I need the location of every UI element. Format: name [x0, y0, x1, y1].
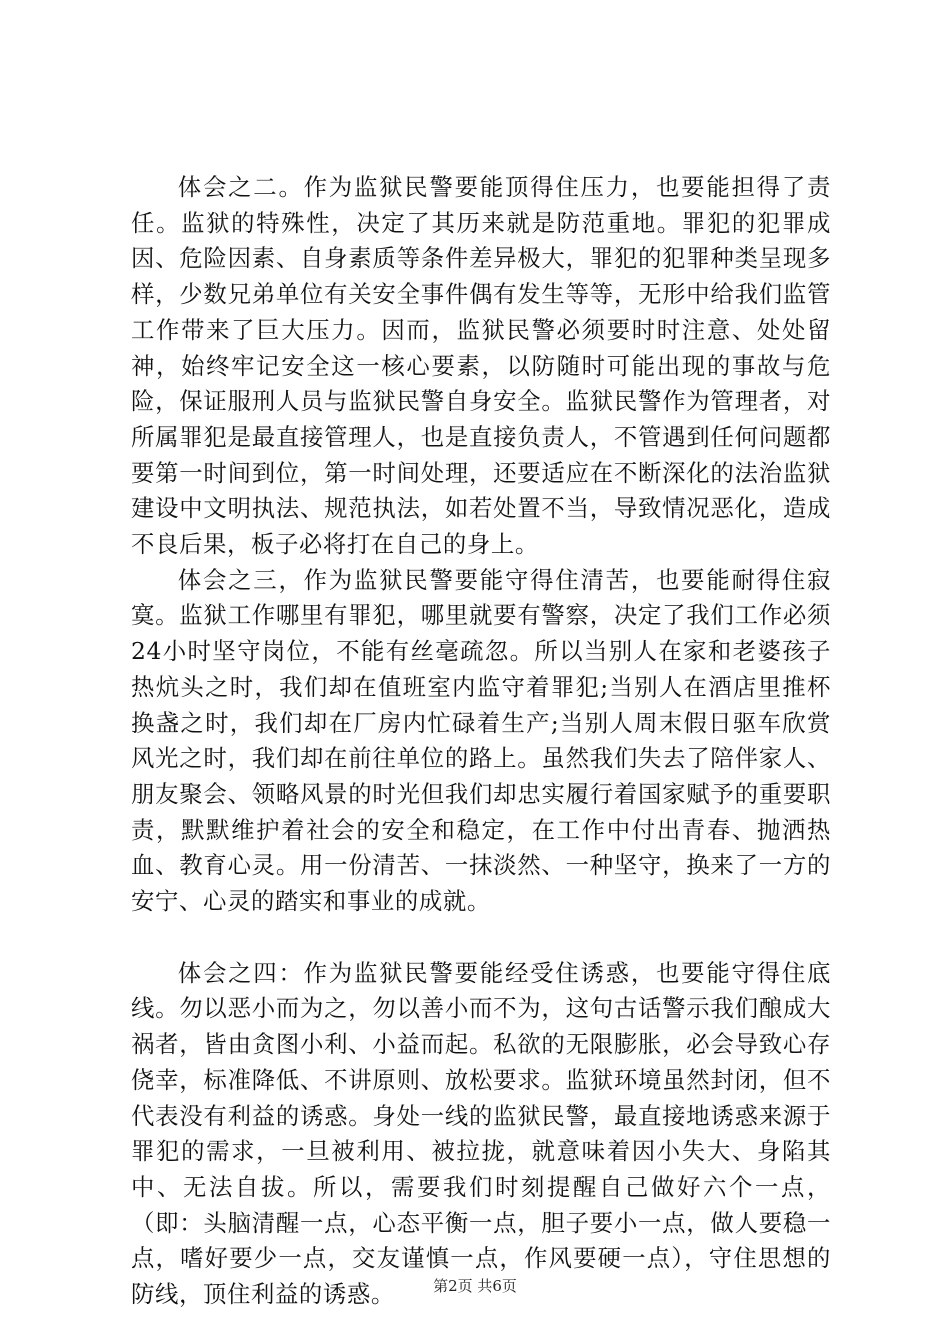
document-body	[131, 170, 831, 1313]
page-number-footer: 第2页 共6页	[433, 1277, 517, 1295]
paragraph-experience-four: 体会之四：作为监狱民警要能经受住诱惑，也要能守得住底线。勿以恶小而为之，勿以善小而不为，这句古话警示我们酿成大祸者，皆由贪图小利、小益而起。私欲的无限膨胀，必会导致心存侥幸，标准降低、不讲原则、放松要求。监狱环境虽然封闭，但不代表没有利益的诱惑。身处一线的监狱民警，最直接地诱惑来源于罪犯的需求，一旦被利用、被拉拢，就意味着因小失大、身陷其中、无法自拔。所以，需要我们时刻提醒自己做好六个一点，（即：头脑清醒一点，心态平衡一点，胆子要小一点，做人要稳一点，嗜好要少一点，交友谨慎一点，作风要硬一点），守住思想的防线，顶住利益的诱惑。	[131, 958, 831, 1309]
paragraph-spacer	[131, 920, 831, 956]
paragraph-experience-three: 体会之三，作为监狱民警要能守得住清苦，也要能耐得住寂寞。监狱工作哪里有罪犯，哪里就要有警察，决定了我们工作必须24小时坚守岗位，不能有丝毫疏忽。所以当别人在家和老婆孩子热炕头之时，我们却在值班室内监守着罪犯;当别人在酒店里推杯换盏之时，我们却在厂房内忙碌着生产;当别人周末假日驱车欣赏风光之时，我们却在前往单位的路上。虽然我们失去了陪伴家人、朋友聚会、领略风景的时光但我们却忠实履行着国家赋予的重要职责，默默维护着社会的安全和稳定，在工作中付出青春、抛洒热血、教育心灵。用一份清苦、一抹淡然、一种坚守，换来了一方的安宁、心灵的踏实和事业的成就。	[131, 565, 831, 916]
paragraph-experience-two: 体会之二。作为监狱民警要能顶得住压力，也要能担得了责任。监狱的特殊性，决定了其历来就是防范重地。罪犯的犯罪成因、危险因素、自身素质等条件差异极大，罪犯的犯罪种类呈现多样，少数兄弟单位有关安全事件偶有发生等等，无形中给我们监管工作带来了巨大压力。因而，监狱民警必须要时时注意、处处留神，始终牢记安全这一核心要素，以防随时可能出现的事故与危险，保证服刑人员与监狱民警自身安全。监狱民警作为管理者，对所属罪犯是最直接管理人，也是直接负责人，不管遇到任何问题都要第一时间到位，第一时间处理，还要适应在不断深化的法治监狱建设中文明执法、规范执法，如若处置不当，导致情况恶化，造成不良后果，板子必将打在自己的身上。	[131, 173, 831, 559]
